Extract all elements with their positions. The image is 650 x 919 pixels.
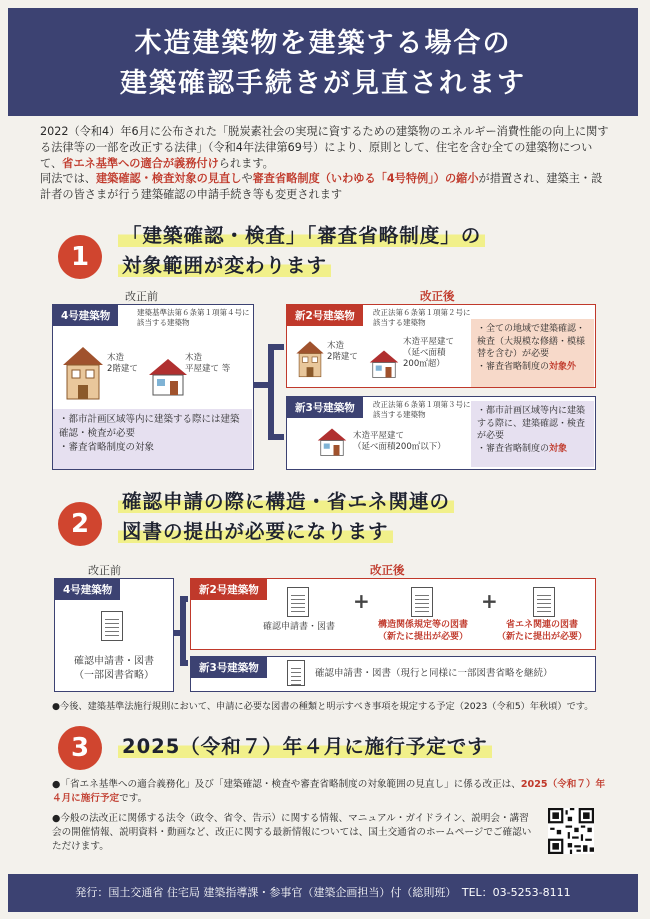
qr-code[interactable]: [548, 808, 594, 854]
old-note-2: ・審査省略制度の対象: [59, 442, 155, 453]
s2-new3-doc-caption: 確認申請書・図書（現行と同様に一部図書省略を継続）: [315, 668, 553, 679]
s2-bracket: [180, 596, 188, 666]
header-title-line2: 建築確認手続きが見直されます: [120, 68, 526, 99]
new2-note-1: ・全ての地域で建築確認・検査（大規模な修繕・模様 替を含む）が必要: [477, 324, 586, 359]
s2-new3-building-box: [190, 656, 596, 692]
section1-title-line1: 「建築確認・検査」「審査省略制度」の: [118, 222, 485, 250]
new3-building-notes: [471, 401, 594, 467]
house-icon: [317, 427, 347, 457]
s2-new3-building-tag: 新3号建築物: [191, 657, 267, 678]
s2-new2-doc2-caption: 構造関係規定等の図書 （新たに提出が必要）: [377, 620, 468, 642]
new3-note-2: ・審査省略制度の対象: [477, 443, 568, 454]
document-icon: [101, 611, 123, 641]
new2-building-box: [286, 304, 596, 388]
document-icon: [533, 587, 555, 617]
new2-building-notes: [471, 319, 594, 387]
new2-house2-caption: 木造平屋建て （延べ面積 200㎡超）: [403, 337, 455, 369]
document-icon: [287, 587, 309, 617]
document-icon: [411, 587, 433, 617]
bracket: [268, 344, 284, 440]
section2-number: 2: [58, 502, 102, 546]
s2-old-building-tag: 4号建築物: [55, 579, 120, 600]
section2-note: ●今後、建築基準法施行規則において、申請に必要な図書の種類と明示すべき事項を規定する予定（2023（令和5）年秋頃）です。: [52, 701, 594, 712]
old-law-text: 建築基準法第６条第１項第４号に該当する建築物: [137, 308, 250, 327]
footer-bar: [8, 874, 638, 912]
section1-title-line2: 対象範囲が変わります: [118, 252, 331, 280]
section3-title: 2025（令和７）年４月に施行予定です: [118, 733, 492, 761]
section2-title-line1: 確認申請の際に構造・省エネ関連の: [118, 488, 454, 516]
new3-building-tag: 新3号建築物: [287, 397, 363, 418]
document-icon: [287, 660, 305, 686]
new2-building-tag: 新2号建築物: [287, 305, 363, 326]
s2-new2-doc3-caption: 省エネ関連の図書 （新たに提出が必要）: [496, 620, 587, 642]
house-icon: [61, 345, 105, 401]
intro-paragraph-1: 2022（令和4）年6月に公布された「脱炭素社会の実現に資するための建築物のエネルギー消費性能の向上に関する法律等の一部を改正する法律」（令和4年法律第69号）により、原則として、住宅を含む全ての建築物について、省エネ基準への適合が義務付けられます。: [40, 125, 609, 170]
plus-sign: +: [481, 589, 498, 613]
section1-number: 1: [58, 235, 102, 279]
footer-text: 発行：国土交通省 住宅局 建築指導課・参事官（建築企画担当）付（総則班） TEL：03-5253-8111: [75, 886, 571, 899]
house-icon: [369, 349, 399, 379]
header-title-line1: 木造建築物を建築する場合の: [134, 28, 512, 59]
s2-new2-doc1-caption: 確認申請書・図書: [262, 622, 335, 632]
plus-sign: +: [353, 589, 370, 613]
old-house1-caption: 木造 2階建て: [107, 353, 138, 374]
new3-building-box: [286, 396, 596, 470]
section2-after-label: 改正後: [370, 563, 405, 577]
intro-paragraph-2: 同法では、建築確認・検査対象の見直しや審査省略制度（いわゆる「4号特例」）の縮小が措置され、建築主・設計者の皆さまが行う建築確認の申請手続き等も変更されます: [40, 172, 603, 202]
s2-old-doc-caption: 確認申請書・図書 （一部図書省略）: [74, 656, 154, 681]
section3-note1: ●「省エネ基準への適合義務化」及び「建築確認・検査や審査省略制度の対象範囲の見直し」に係る改正は、2025（令和７）年４月に施行予定です。: [52, 779, 606, 804]
section3-note2: ●今般の法改正に関係する法令（政令、省令、告示）に関する情報、マニュアル・ガイドライン、説明会・講習会の開催情報、説明資料・動画など、改正に関する最新情報については、国土交通省のホームページでご確認いただけます。: [52, 813, 532, 852]
house-icon: [148, 357, 188, 397]
old-building-notes: [53, 409, 252, 469]
header-banner: [8, 8, 638, 116]
section1-before-label: 改正前: [125, 290, 158, 303]
house-icon: [295, 339, 325, 379]
old-house2-caption: 木造 平屋建て 等: [185, 353, 231, 374]
new3-note-1: ・都市計画区域等内に建築する際に、建築確認・検査が必要: [477, 406, 586, 441]
s2-old-building-box: [54, 578, 174, 692]
new3-house-caption: 木造平屋建て （延べ面積200㎡以下）: [353, 431, 446, 452]
section2-title-line2: 図書の提出が必要になります: [118, 518, 393, 546]
intro-text: [40, 124, 610, 203]
section2-before-label: 改正前: [88, 564, 121, 577]
old-building-box: [52, 304, 254, 470]
section1-after-label: 改正後: [420, 289, 455, 303]
new2-note-2: ・審査省略制度の対象外: [477, 361, 577, 372]
s2-new2-building-box: [190, 578, 596, 650]
new3-law-text: 改正法第６条第１項第３号に該当する建築物: [373, 400, 471, 419]
new2-house1-caption: 木造 2階建て: [327, 341, 358, 362]
s2-new2-building-tag: 新2号建築物: [191, 579, 267, 600]
new2-law-text: 改正法第６条第１項第２号に該当する建築物: [373, 308, 471, 327]
old-building-tag: 4号建築物: [53, 305, 118, 326]
old-note-1: ・都市計画区域等内に建築する際には建築確認・検査が必要: [59, 414, 240, 439]
section3-number: 3: [58, 726, 102, 770]
